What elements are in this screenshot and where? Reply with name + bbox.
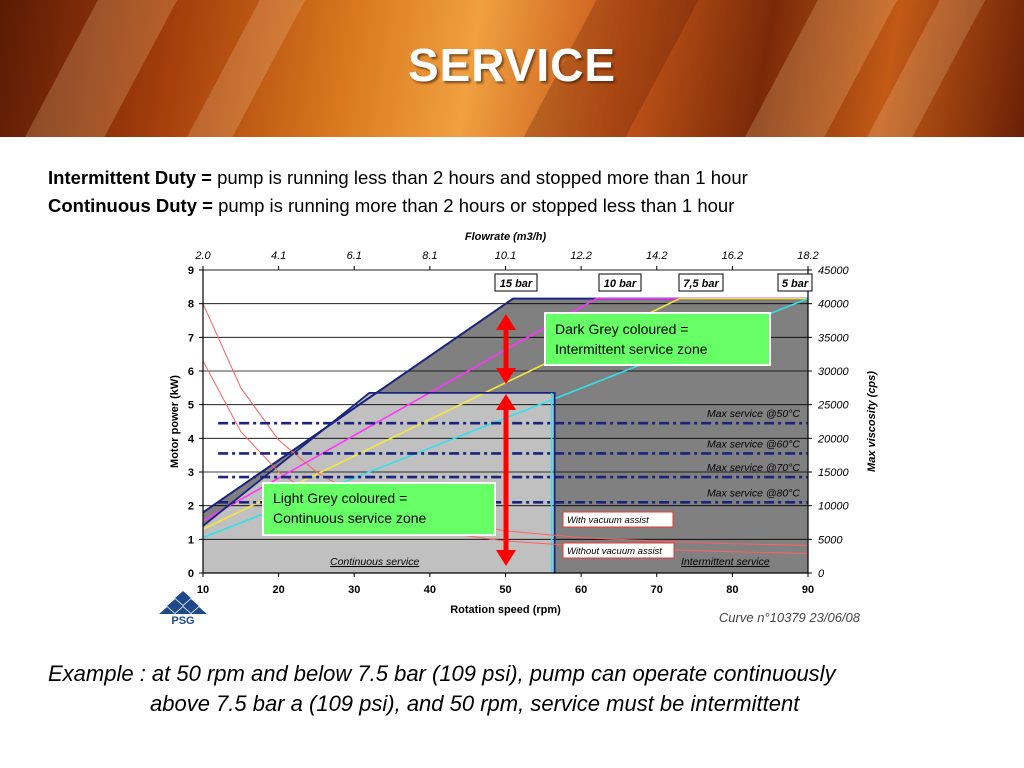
example-line-1: Example : at 50 rpm and below 7.5 bar (109 psi), pump can operate continuously — [48, 661, 836, 686]
y-tick-label: 8 — [187, 298, 194, 311]
y2-tick-label: 10000 — [818, 500, 849, 513]
x2-tick-label: 8.1 — [422, 250, 438, 262]
intermittent-text: pump is running less than 2 hours and stopped more than 1 hour — [211, 167, 748, 188]
y2-tick-label: 0 — [818, 568, 825, 580]
continuous-zone-label: Continuous service — [330, 556, 420, 568]
y-tick-label: 0 — [187, 568, 194, 580]
y2-tick-label: 15000 — [818, 467, 849, 479]
example-line-2: above 7.5 bar a (109 psi), and 50 rpm, service must be intermittent — [150, 691, 800, 716]
x-tick-label: 70 — [650, 584, 663, 596]
without-vacuum-label: Without vacuum assist — [567, 546, 662, 557]
with-vacuum-label: With vacuum assist — [567, 515, 649, 526]
y-tick-label: 2 — [187, 500, 194, 513]
y-tick-label: 1 — [187, 534, 194, 547]
bar-label: 10 bar — [603, 278, 637, 290]
continuous-note-line2: Continuous service zone — [273, 510, 427, 526]
y-tick-label: 6 — [187, 366, 194, 378]
max-service-label: Max service @50°C — [706, 408, 800, 421]
x-tick-label: 10 — [196, 584, 210, 596]
x2-tick-label: 10.1 — [494, 250, 517, 262]
x-tick-label: 80 — [726, 584, 739, 596]
max-service-label: Max service @70°C — [706, 462, 800, 475]
y2-tick-label: 30000 — [818, 366, 849, 378]
y-tick-label: 5 — [187, 399, 194, 412]
x-tick-label: 20 — [272, 584, 285, 596]
intermittent-note-line2: Intermittent service zone — [555, 341, 708, 357]
x-tick-label: 90 — [801, 584, 815, 596]
intermittent-label: Intermittent Duty = — [48, 167, 212, 188]
y-tick-label: 9 — [187, 265, 194, 277]
max-service-label: Max service @80°C — [706, 487, 800, 500]
x2-tick-label: 16.2 — [721, 250, 744, 262]
y-tick-label: 7 — [187, 332, 194, 345]
page-title: SERVICE — [407, 39, 617, 91]
x-tick-label: 40 — [423, 584, 436, 596]
x2-tick-label: 2.0 — [195, 250, 211, 262]
intermittent-zone-label: Intermittent service — [681, 556, 770, 568]
example-text — [48, 659, 988, 719]
bar-label: 15 bar — [499, 278, 533, 290]
x2-tick-label: 4.1 — [270, 250, 287, 262]
y2-tick-label: 45000 — [818, 265, 849, 277]
max-service-label: Max service @60°C — [706, 438, 800, 451]
x2-axis-label: Flowrate (m3/h) — [464, 231, 547, 243]
y2-tick-label: 5000 — [818, 534, 843, 547]
intermittent-note-line1: Dark Grey coloured = — [555, 321, 689, 337]
x2-tick-label: 12.2 — [570, 250, 592, 262]
x-tick-label: 50 — [499, 584, 512, 596]
y2-tick-label: 40000 — [818, 298, 849, 311]
continuous-note-line1: Light Grey coloured = — [273, 490, 408, 506]
x-tick-label: 30 — [348, 584, 361, 596]
x2-tick-label: 14.2 — [646, 250, 668, 262]
x2-tick-label: 6.1 — [346, 250, 362, 262]
logo-text: PSG — [171, 615, 195, 627]
y-tick-label: 3 — [187, 467, 194, 479]
curve-reference: Curve n°10379 23/06/08 — [718, 610, 860, 625]
bar-label: 5 bar — [781, 278, 809, 290]
x2-tick-label: 18.2 — [797, 250, 819, 262]
bar-label: 7,5 bar — [683, 278, 719, 290]
y2-tick-label: 20000 — [818, 433, 849, 446]
y2-tick-label: 35000 — [818, 332, 849, 345]
continuous-label: Continuous Duty = — [48, 195, 213, 216]
y-axis-label: Motor power (kW) — [169, 375, 181, 468]
x-tick-label: 60 — [575, 584, 588, 596]
y2-axis-label: Max viscosity (cps) — [866, 371, 878, 472]
y2-tick-label: 25000 — [818, 399, 849, 412]
continuous-text: pump is running more than 2 hours or stopped less than 1 hour — [212, 195, 735, 216]
y-tick-label: 4 — [187, 433, 194, 446]
x-axis-label: Rotation speed (rpm) — [450, 604, 561, 616]
